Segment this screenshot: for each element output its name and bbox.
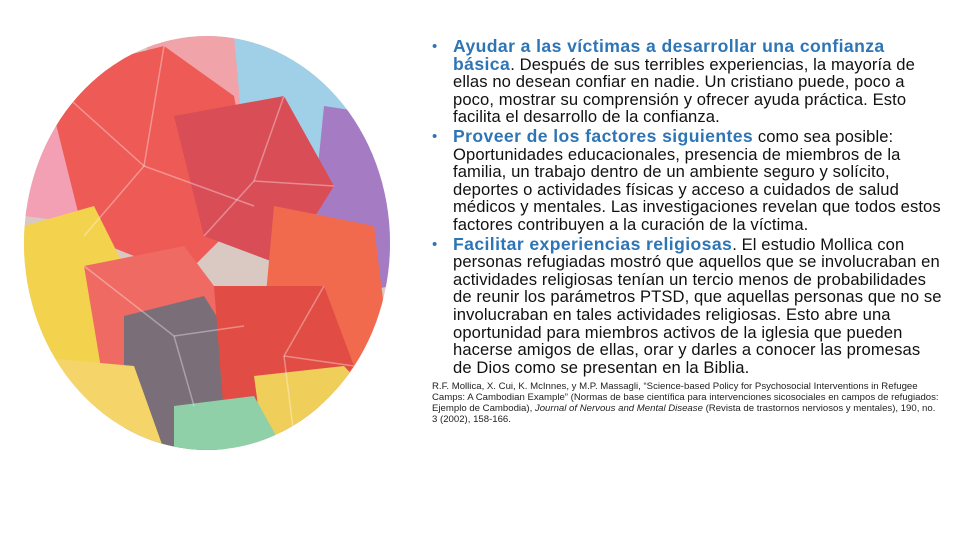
- citation-journal: Journal of Nervous and Mental Disease: [534, 402, 703, 414]
- bullet-item-factors: [432, 125, 942, 234]
- citation-authors-title: R.F. Mollica, X. Cui, K. McInnes, y M.P. Massagli, “Science-based Policy for Psychosocial Interventions in Refugee Camps: A Cambodian Example” (Normas de base científica para intervenciones sicosociales en campos de refugiados: Ejemplo de Cambodia),: [432, 381, 939, 414]
- citation-details: (Revista de trastornos nerviosos y mentales), 190, no. 3 (2002), 158-166.: [432, 402, 936, 425]
- bullet-text: . El estudio Mollica con personas refugiadas mostró que aquellos que se involucraban en actividades religiosas tenían un tercio menos de probabilidades de reunir los parámetros PTSD, que aquellas personas que no se involucraban en tales actividades religiosas. Esto abre una oportunidad para miembros activos de la iglesia que pueden hacerse amigos de ellas, orar y darles a conocer las promesas de Dios como se presentan en la Biblia.: [453, 234, 942, 377]
- text-content: [432, 38, 942, 425]
- umbrellas-image: [24, 36, 390, 450]
- citation: [432, 382, 942, 425]
- bullet-list: [432, 38, 942, 376]
- umbrellas-photo: [24, 36, 390, 450]
- umbrella-yellow-right: [254, 366, 390, 450]
- bullet-item-religious: [432, 233, 942, 377]
- bullet-icon: •: [432, 127, 438, 145]
- bullet-lead: Ayudar a las víctimas a desarrollar una confianza básica: [453, 36, 885, 74]
- bullet-lead: Facilitar experiencias religiosas: [453, 233, 733, 254]
- bullet-item-trust: [432, 38, 942, 126]
- bullet-text: . Después de sus terribles experiencias, la mayoría de ellas no desean confiar en nadie. Un cristiano puede, poco a poco, mostrar su comprensión y ofrecer ayuda práctica. Esto facilita el desarrollo de la confianza.: [453, 54, 915, 127]
- bullet-icon: •: [432, 235, 438, 253]
- bullet-icon: •: [432, 38, 438, 55]
- bullet-lead: Proveer de los factores siguientes: [453, 125, 754, 146]
- bullet-text: como sea posible: Oportunidades educacionales, presencia de miembros de la familia, un trabajo dentro de un ambiente seguro y solícito, deportes o actividades físicas y acceso a cuidados de salud médicos y mentales. Las investigaciones revelan que todos estos factores contribuyen a la curación de la víctima.: [453, 126, 941, 234]
